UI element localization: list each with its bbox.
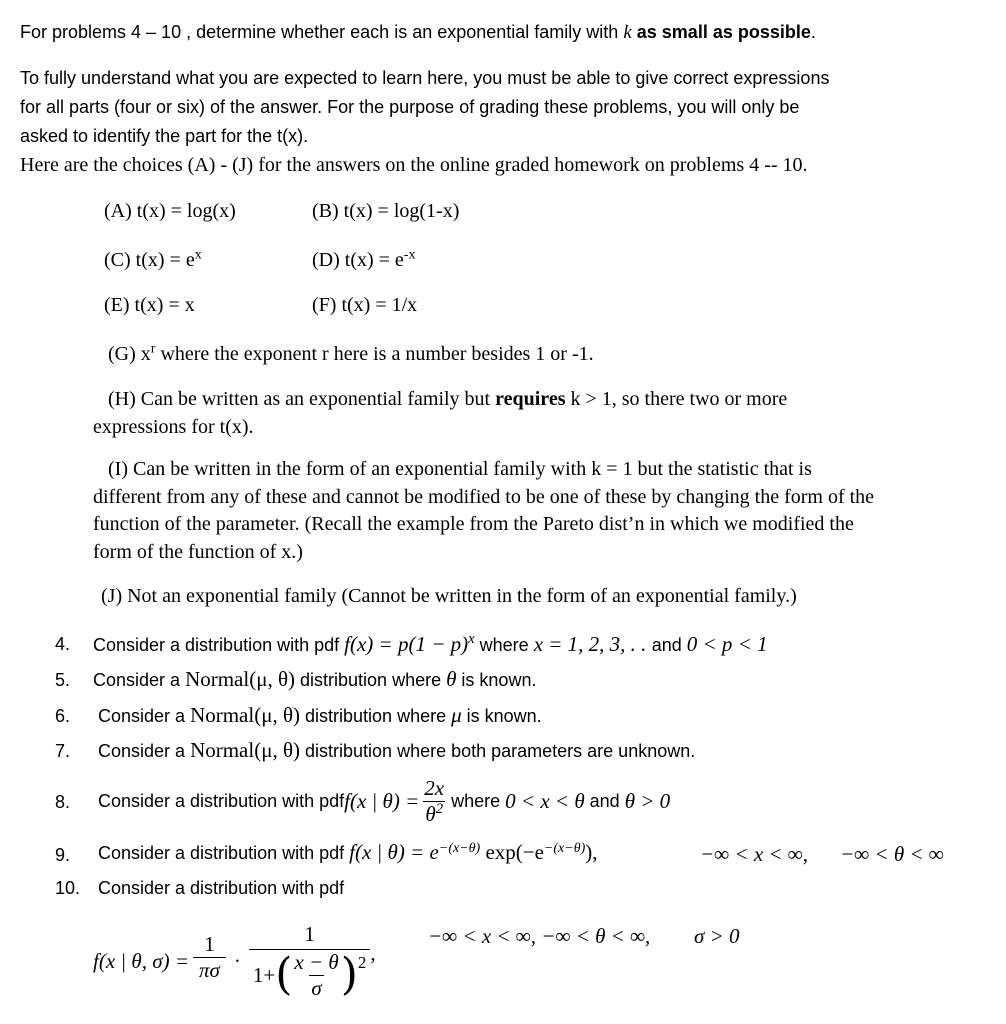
problem-5-variable: θ (446, 667, 457, 691)
problem-8-where: where (446, 790, 506, 811)
problem-4-condition2: 0 < p < 1 (686, 632, 768, 656)
problem-9-range-theta: −∞ < θ < ∞ (840, 842, 944, 866)
problem-6 (98, 703, 542, 728)
choice-h-text-end: k > 1, so there two or more (565, 388, 788, 410)
problem-8 (98, 772, 670, 830)
problem-7 (98, 738, 695, 763)
problem-8-lhs: f(x | θ) = (344, 788, 420, 813)
problem-9-exponent1: −(x−θ) (438, 841, 481, 856)
problem-8-and: and (584, 790, 625, 811)
problem-4-condition: x = 1, 2, 3, . . (533, 632, 652, 656)
problem-10-sigma-condition: σ > 0 (694, 924, 740, 948)
choice-j: (J) Not an exponential family (Cannot be written in the form of an exponential family.) (101, 585, 797, 607)
problem-9-lhs: f(x | θ) = e (349, 840, 439, 864)
problem-9-number: 9. (55, 845, 71, 865)
problem-7-text: Consider a (98, 741, 191, 761)
choice-i-line1: (I) Can be written in the form of an exponential family with k = 1 but the statistic that is (108, 458, 812, 480)
problem-8-denominator-base: θ (425, 801, 436, 826)
problem-8-condition: 0 < x < θ (505, 788, 585, 813)
problem-8-text: Consider a distribution with pdf (98, 790, 345, 811)
choice-h-line2: expressions for t(x). (93, 416, 254, 438)
choice-c-exponent: x (194, 247, 202, 263)
problem-10-fraction2-numerator: 1 (304, 921, 315, 946)
problem-9-close: ), (585, 840, 598, 864)
choice-g (108, 343, 594, 366)
problem-10-inner-numerator: x − θ (294, 949, 339, 974)
choice-b: (B) t(x) = log(1-x) (312, 200, 460, 222)
problem-8-denominator-exponent: 2 (435, 800, 444, 817)
problem-4-text: Consider a distribution with pdf (93, 635, 345, 655)
choice-i-line4: form of the function of x.) (93, 541, 303, 563)
problem-10-inner-denominator: σ (311, 975, 322, 1000)
problem-6-distribution: Normal(μ, θ) (190, 703, 301, 727)
problem-5-number: 5. (55, 670, 71, 690)
problem-9-exponent2: −(x−θ) (543, 841, 586, 856)
problem-4 (93, 632, 768, 657)
problem-6-end: is known. (461, 706, 542, 726)
problem-4-and: and (651, 635, 687, 655)
problem-10-lhs: f(x | θ, σ) = (93, 948, 190, 973)
choice-e: (E) t(x) = x (104, 294, 195, 316)
problem-10-ranges: −∞ < x < ∞, −∞ < θ < ∞, (428, 924, 651, 948)
problem-5-distribution: Normal(μ, θ) (185, 667, 296, 691)
choice-g-exponent: r (150, 341, 156, 357)
problem-9-range-x: −∞ < x < ∞, (700, 842, 809, 866)
problem-5-text: Consider a (93, 670, 186, 690)
problem-10-dot: · (233, 948, 241, 973)
problem-4-pdf-exponent: x (468, 631, 475, 647)
intro-bold: as small as possible (636, 22, 811, 42)
problem-7-number: 7. (55, 741, 71, 761)
intro-k: k (623, 22, 632, 43)
choice-d-text: (D) t(x) = e (312, 249, 404, 271)
problem-4-where: where (474, 635, 534, 655)
choice-a: (A) t(x) = log(x) (104, 200, 236, 222)
intro-period: . (810, 22, 816, 42)
problem-9-text: Consider a distribution with pdf (98, 843, 350, 863)
problem-10-fraction1-denominator: πσ (193, 957, 226, 981)
problem-10-fraction1 (193, 931, 226, 982)
problem-10-inner-fraction (292, 949, 340, 1000)
problem-10-fraction2-denominator (249, 949, 371, 999)
choice-g-text: (G) x (108, 343, 151, 365)
choice-d (312, 249, 415, 272)
choice-i-line3: function of the parameter. (Recall the example from the Pareto dist’n in which we modified the (93, 513, 854, 535)
problem-10-text: Consider a distribution with pdf (98, 878, 345, 898)
problem-10-number: 10. (55, 878, 81, 898)
problem-10-fraction2 (249, 921, 371, 1000)
problem-7-distribution: Normal(μ, θ) (190, 738, 301, 762)
problem-10-comma: , (370, 940, 376, 965)
problem-10-right-paren: ) (340, 949, 358, 1000)
problem-8-number: 8. (55, 792, 71, 812)
choice-i-line2: different from any of these and cannot be modified to be one of these by changing the form of the (93, 486, 875, 508)
choice-g-description: where the exponent r here is a number besides 1 or -1. (155, 343, 594, 365)
choice-c (104, 249, 202, 272)
problem-8-numerator: 2x (424, 775, 445, 800)
choice-c-text: (C) t(x) = e (104, 249, 195, 271)
problem-10-left-paren: ( (275, 949, 293, 1000)
choices-intro: Here are the choices (A) - (J) for the answers on the online graded homework on problems 4 -- 10. (20, 154, 808, 176)
problem-10-formula (93, 906, 376, 1016)
problem-5-end: is known. (456, 670, 537, 690)
choice-f: (F) t(x) = 1/x (312, 294, 418, 316)
problem-9-exp-function: exp(−e (480, 840, 544, 864)
problem-8-fraction (422, 775, 446, 826)
problem-6-number: 6. (55, 706, 71, 726)
problem-5 (93, 667, 536, 692)
intro-text: For problems 4 – 10 , determine whether each is an exponential family with (20, 22, 624, 42)
problem-10-one-plus: 1+ (252, 962, 276, 987)
problem-6-variable: μ (451, 703, 462, 727)
problem-9 (98, 840, 597, 865)
problem-4-number: 4. (55, 634, 71, 654)
intro-paragraph-line3: asked to identify the part for the t(x). (20, 126, 309, 146)
problem-5-where: distribution where (295, 670, 447, 690)
choice-h (108, 388, 787, 411)
problem-8-denominator (423, 801, 445, 825)
intro-paragraph-line2: for all parts (four or six) of the answer. For the purpose of grading these problems, you will only be (20, 97, 800, 117)
choice-h-text: (H) Can be written as an exponential family but (108, 388, 496, 410)
choice-h-bold: requires (495, 388, 566, 410)
problem-4-pdf-expr: f(x) = p(1 − p) (344, 632, 469, 656)
problem-7-description: distribution where both parameters are unknown. (300, 741, 696, 761)
problem-6-where: distribution where (300, 706, 452, 726)
problem-6-text: Consider a (98, 706, 191, 726)
intro-instruction (20, 22, 816, 44)
problem-8-condition2: θ > 0 (624, 788, 671, 813)
choice-d-exponent: -x (403, 247, 416, 263)
problem-10-fraction1-numerator: 1 (204, 931, 215, 956)
problem-4-pdf (344, 632, 475, 656)
intro-paragraph-line1: To fully understand what you are expected to learn here, you must be able to give correct expressions (20, 68, 830, 88)
problem-10-square: 2 (357, 952, 367, 972)
